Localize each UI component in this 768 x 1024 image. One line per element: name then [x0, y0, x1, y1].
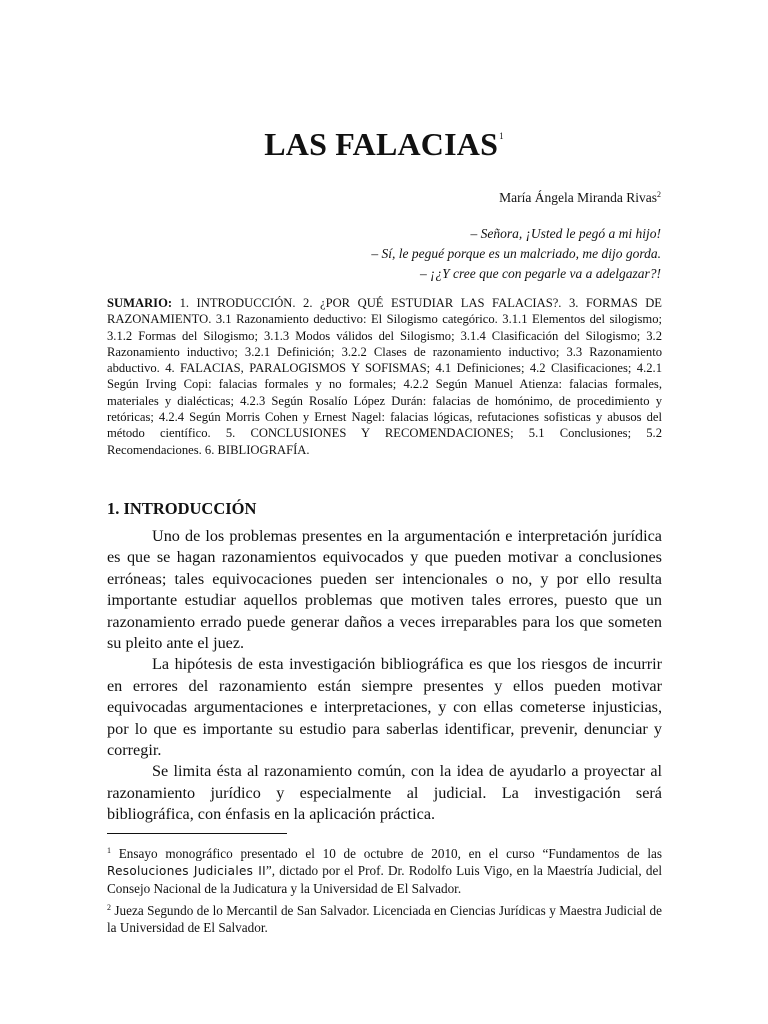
footnote-course-name: Resoluciones Judiciales II [107, 864, 266, 879]
section-heading: 1. INTRODUCCIÓN [107, 499, 257, 518]
epigraph [371, 224, 661, 284]
document-title [0, 126, 768, 163]
summary-text: 1. INTRODUCCIÓN. 2. ¿POR QUÉ ESTUDIAR LAS FALACIAS?. 3. FORMAS DE RAZONAMIENTO. 3.1 Razonamiento deductivo: El Silogismo categórico. 3.1.1 Elementos del silogismo; 3.1.2 Formas del Silogismo; 3.1.3 Modos válidos del Silogismo; 3.1.4 Clasificación del Silogismo; 3.2 Razonamiento inductivo; 3.2.1 Definición; 3.2.2 Clases de razonamiento inductivo; 3.3 Razonamiento abductivo. 4. FALACIAS, PARALOGISMOS Y SOFISMAS; 4.1 Definiciones; 4.2 Clasificaciones; 4.2.1 Según Irving Copi: falacias formales y no formales; 4.2.2 Según Manuel Atienza: falacias formales, materiales y dialécticas; 4.2.3 Según Rosalío López Durán: falacias de homónimo, de procedimiento y retóricas; 4.2.4 Según Morris Cohen y Ernest Nagel: falacias lógicas, refutaciones sofisticas y abusos del método científico. 5. CONCLUSIONES Y RECOMENDACIONES; 5.1 Conclusiones; 5.2 Recomendaciones. 6. BIBLIOGRAFÍA. [107, 296, 662, 457]
footnote-mark: 2 [107, 902, 111, 912]
author-footnote-mark: 2 [657, 190, 661, 199]
paragraph: Se limita ésta al razonamiento común, con la idea de ayudarlo a proyectar al razonamiento jurídico y especialmente al judicial. La investigación será bibliográfica, con énfasis en la aplicación práctica. [107, 762, 662, 824]
footnotes [107, 842, 662, 937]
footnote-text: Ensayo monográfico presentado el 10 de octubre de 2010, en el curso “Fundamentos de las [111, 846, 662, 861]
summary-block [107, 295, 662, 458]
author-name: María Ángela Miranda Rivas [499, 190, 657, 205]
footnote [107, 842, 662, 898]
epigraph-line: – Señora, ¡Usted le pegó a mi hijo! [470, 226, 661, 241]
title-footnote-mark: 1 [499, 131, 504, 141]
body-text [107, 526, 662, 826]
author-line [499, 190, 661, 206]
paragraph: La hipótesis de esta investigación bibliográfica es que los riesgos de incurrir en errores del razonamiento están siempre presentes y ellos pueden motivar equivocadas argumentaciones e interpretaciones, y con ellas cometerse injusticias, por lo que es importante su estudio para saberlas identificar, prevenir, denunciar y corregir. [107, 655, 662, 760]
epigraph-line: – Sí, le pegué porque es un malcriado, me dijo gorda. [371, 246, 661, 261]
footnote-text: Jueza Segundo de lo Mercantil de San Salvador. Licenciada en Ciencias Jurídicas y Maestra Judicial de la Universidad de El Salvador. [107, 902, 662, 935]
footnote-separator [107, 833, 287, 834]
title-text: LAS FALACIAS [264, 126, 499, 162]
summary-label: SUMARIO: [107, 296, 173, 310]
epigraph-line: – ¡¿Y cree que con pegarle va a adelgazar?! [420, 266, 661, 281]
footnote [107, 899, 662, 936]
footnote-text: ”, dictado por el Prof. Dr. Rodolfo Luis Vigo, en la Maestría Judicial, del Consejo Nacional de la Judicatura y la Universidad de El Salvador. [107, 863, 662, 897]
paragraph: Uno de los problemas presentes en la argumentación e interpretación jurídica es que se hagan razonamientos equivocados y que pueden motivar a conclusiones erróneas; tales equivocaciones pueden ser intencionales o no, y por ello resulta importante estudiar aquellos problemas que motiven tales errores, puesto que un razonamiento errado puede generar daños a veces irreparables para los que someten su pleito ante el juez. [107, 527, 662, 653]
footnote-mark: 1 [107, 846, 111, 855]
